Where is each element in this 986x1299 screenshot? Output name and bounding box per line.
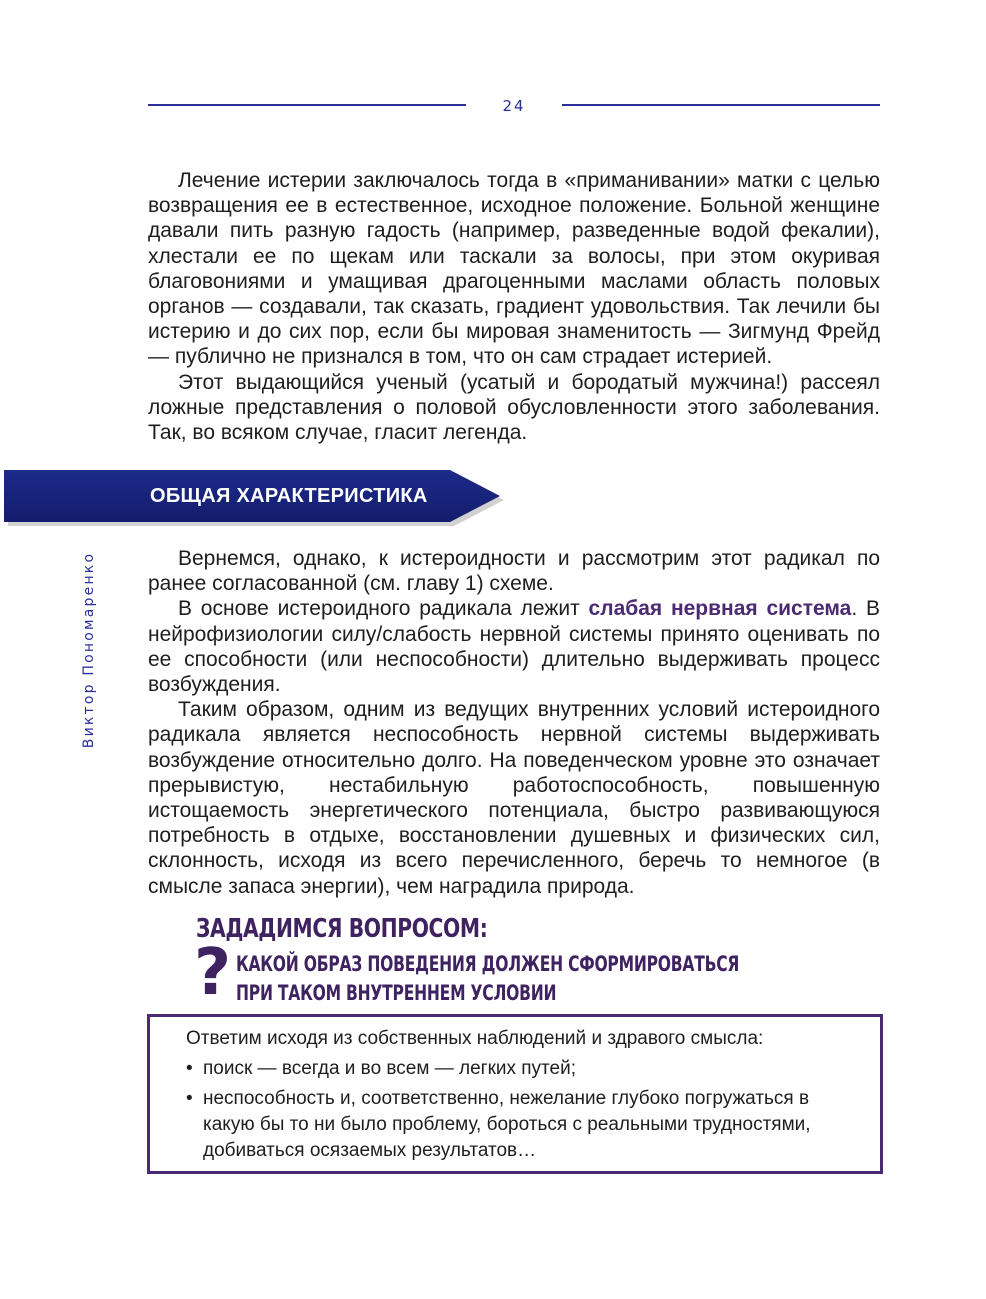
- body-paragraph-2-end: . В нейрофизиологии силу/слабость нервной системы принято оценивать по ее способности (или неспособности) длительно выдерживать процесс возбуждения.: [148, 597, 880, 697]
- emphasis-weak-nervous-system: слабая нервная система: [588, 597, 852, 621]
- page-number: 24: [502, 97, 526, 115]
- question-line-1: КАКОЙ ОБРАЗ ПОВЕДЕНИЯ ДОЛЖЕН СФОРМИРОВАТЬСЯ: [236, 952, 740, 976]
- question-heading: ЗАДАДИМСЯ ВОПРОСОМ:: [196, 914, 488, 944]
- intro-paragraph-2: Этот выдающийся ученый (усатый и бородатый мужчина!) рассеял ложные представления о половой обусловленности этого заболевания. Так, во всяком случае, гласит легенда.: [148, 370, 880, 445]
- section-title: ОБЩАЯ ХАРАКТЕРИСТИКА: [150, 485, 428, 507]
- body-paragraph-3: Таким образом, одним из ведущих внутренних условий истероидного радикала является неспособность нервной системы выдерживать возбуждение относительно долго. На поведенческом уровне это означает прерывистую, нестабильную работоспособность, повышенную истощаемость энергетического потенциала, быстро развивающуюся потребность в отдыхе, восстановлении душевных и физических сил, склонность, исходя из всего перечисленного, беречь то немногое (в смысле запаса энергии), чем наградила природа.: [148, 698, 880, 898]
- bullet-icon: •: [186, 1088, 193, 1109]
- question-line-2: ПРИ ТАКОМ ВНУТРЕННЕМ УСЛОВИИ: [236, 981, 557, 1005]
- side-author: Виктор Пономаренко: [81, 551, 97, 749]
- list-item: [186, 1086, 843, 1164]
- intro-paragraph-1: Лечение истерии заключалось тогда в «приманивании» матки с целью возвращения ее в естественное, исходное положение. Больной женщине давали пить разную гадость (например, разведенные водой фекалии), хлестали ее по щекам или таскали за волосы, при этом окуривая благовониями и умащивая драгоценными маслами область половых органов — создавали, так сказать, градиент удовольствия. Так лечили бы истерию и до сих пор, если бы мировая знаменитость — Зигмунд Фрейд — публично не признался в том, что он сам страдает истерией.: [148, 169, 880, 369]
- body-paragraph-2: [148, 596, 880, 697]
- body-paragraph-1: Вернемся, однако, к истероидности и рассмотрим этот радикал по ранее согласованной (см. главу 1) схеме.: [148, 547, 880, 596]
- header-rule-right: [562, 104, 880, 106]
- list-item-text: поиск — всегда и во всем — легких путей;: [203, 1058, 577, 1079]
- question-mark-icon: ?: [194, 936, 232, 1010]
- list-item-text: неспособность и, соответственно, нежелание глубоко погружаться в какую бы то ни было проблему, бороться с реальными трудностями, добиваться осязаемых результатов…: [203, 1088, 811, 1161]
- list-item: [186, 1056, 843, 1082]
- body-text: [148, 546, 880, 899]
- header-rule-left: [148, 104, 466, 106]
- answer-intro: Ответим исходя из собственных наблюдений и здравого смысла:: [186, 1028, 764, 1049]
- answer-box: [147, 1014, 883, 1174]
- body-paragraph-2-start: В основе истероидного радикала лежит: [178, 597, 589, 621]
- intro-text: [148, 168, 880, 445]
- bullet-icon: •: [186, 1058, 193, 1079]
